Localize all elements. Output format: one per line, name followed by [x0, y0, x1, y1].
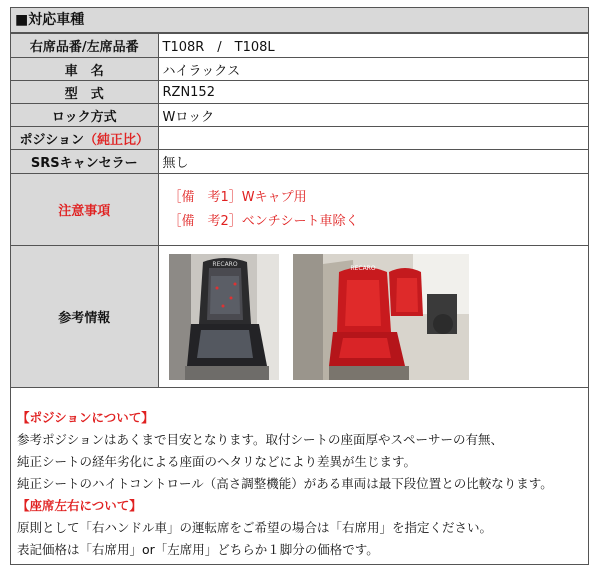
position-line: 純正シートのハイトコントロール（高さ調整機能）がある車両は最下段位置との比較なります。 — [17, 476, 553, 491]
reference-content — [158, 246, 588, 388]
row-value: 無し — [158, 150, 588, 174]
row-value: ハイラックス — [158, 58, 588, 81]
row-value: Wロック — [158, 104, 588, 127]
position-label: ポジション — [19, 132, 84, 148]
section-title: ■対応車種 — [11, 8, 588, 33]
row-label: ロック方式 — [11, 104, 158, 127]
row-label — [11, 127, 158, 150]
row-label: SRSキャンセラー — [11, 150, 158, 174]
seat-photo-red — [293, 254, 469, 380]
note-line: ［備 考1］Wキャプ用 — [168, 189, 307, 205]
reference-label: 参考情報 — [11, 246, 158, 388]
spec-table — [11, 33, 588, 388]
table-row — [11, 81, 588, 104]
photo-gallery — [159, 248, 589, 386]
position-line: 参考ポジションはあくまで目安となります。取付シートの座面厚やスペーサーの有無、 — [17, 432, 503, 447]
row-label: 右席品番/左席品番 — [11, 34, 158, 58]
table-row — [11, 127, 588, 150]
position-line: 純正シートの経年劣化による座面のヘタリなどにより差異が生じます。 — [17, 454, 417, 469]
row-value: RZN152 — [158, 81, 588, 104]
seat-line: 原則として「右ハンドル車」の運転席をご希望の場合は「右席用」を指定ください。 — [17, 520, 493, 535]
brand-logo-text: RECARO — [349, 264, 376, 272]
notes-content — [158, 174, 588, 246]
footer-notes — [11, 403, 588, 565]
brand-logo-text: RECARO — [211, 260, 238, 268]
row-label: 型 式 — [11, 81, 158, 104]
notes-row — [11, 174, 588, 246]
seat-photo-black — [169, 254, 279, 380]
table-row — [11, 34, 588, 58]
table-row — [11, 150, 588, 174]
note-line: ［備 考2］ベンチシート車除く — [168, 213, 359, 229]
spec-sheet — [10, 7, 589, 565]
position-label-note: （純正比） — [83, 132, 149, 148]
position-heading: 【ポジションについて】 — [17, 410, 154, 425]
table-row — [11, 58, 588, 81]
row-value — [158, 127, 588, 150]
table-row — [11, 104, 588, 127]
notes-label: 注意事項 — [11, 174, 158, 246]
row-label: 車 名 — [11, 58, 158, 81]
row-value: T108R / T108L — [158, 34, 588, 58]
seat-line: 表記価格は「右席用」or「左席用」どちらか１脚分の価格です。 — [17, 542, 379, 557]
reference-row — [11, 246, 588, 388]
seat-heading: 【座席左右について】 — [17, 498, 142, 513]
